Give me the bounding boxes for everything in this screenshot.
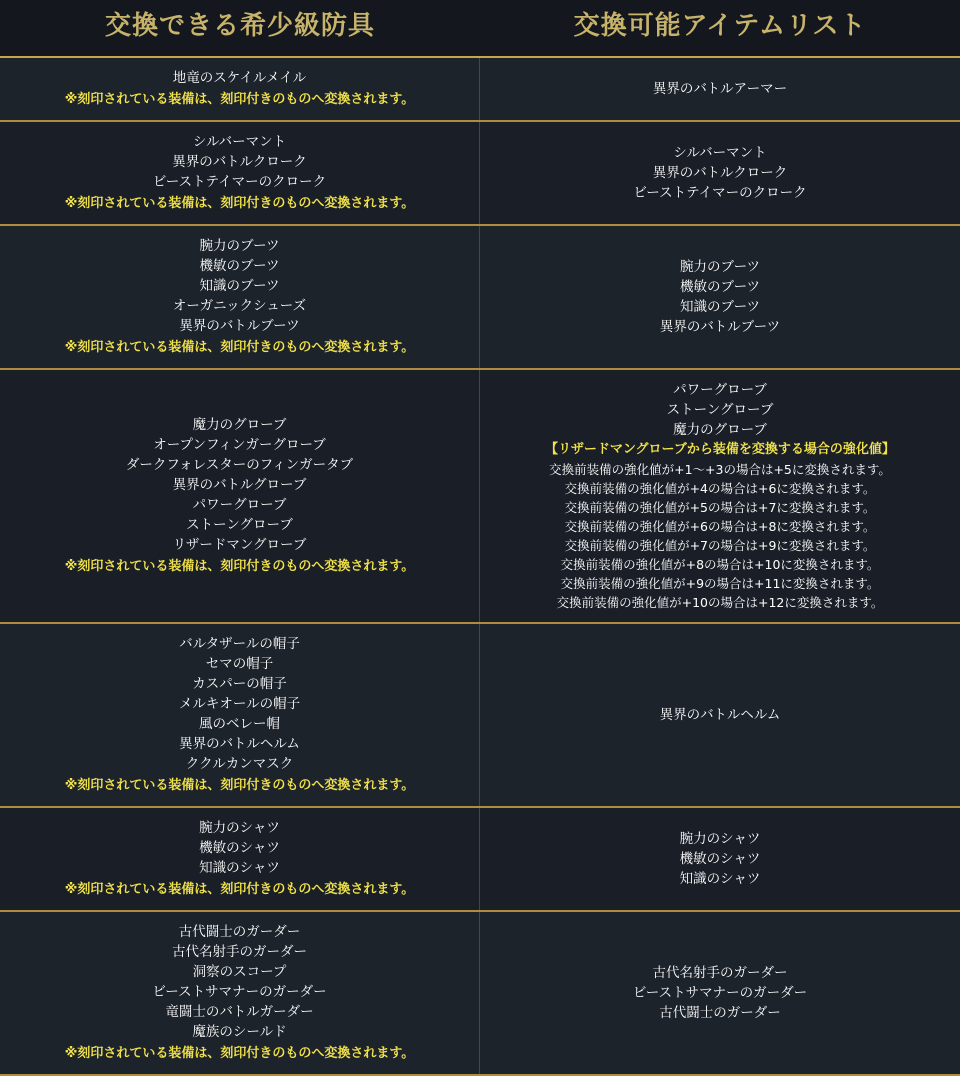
item-name: オーガニックシューズ xyxy=(172,297,307,314)
item-name: 魔力のグローブ xyxy=(192,416,287,433)
item-name: 腕力のシャツ xyxy=(199,819,280,836)
table-row xyxy=(0,58,960,122)
item-name: ビーストテイマーのクローク xyxy=(633,184,807,201)
item-name: 異界のバトルクローク xyxy=(172,153,307,170)
item-name: 交換前装備の強化値が+7の場合は+9に変換されます。 xyxy=(564,537,876,553)
item-name: 竜闘士のバトルガーダー xyxy=(165,1003,314,1020)
item-name: 交換前装備の強化値が+10の場合は+12に変換されます。 xyxy=(556,594,884,610)
item-name: 交換前装備の強化値が+6の場合は+8に変換されます。 xyxy=(564,518,876,534)
item-name: 知識のシャツ xyxy=(199,859,280,876)
item-name: ビーストテイマーのクローク xyxy=(152,173,327,190)
item-name: カスパーの帽子 xyxy=(192,675,287,692)
item-name: 異界のバトルブーツ xyxy=(659,318,781,335)
source-equipment-cell xyxy=(0,808,480,910)
source-equipment-cell xyxy=(0,226,480,368)
item-name: 異界のバトルクローク xyxy=(652,164,788,181)
item-name: 知識のブーツ xyxy=(679,298,761,315)
exchangeable-item-cell xyxy=(480,370,960,622)
item-name: 風のベレー帽 xyxy=(199,715,280,732)
item-name: オープンフィンガーグローブ xyxy=(153,436,326,453)
engraving-note: ※刻印されている装備は、刻印付きのものへ変換されます。 xyxy=(64,339,415,355)
table-row xyxy=(0,912,960,1076)
item-name: ククルカンマスク xyxy=(185,755,294,772)
item-name: 異界のバトルアーマー xyxy=(652,80,788,97)
engraving-note: ※刻印されている装備は、刻印付きのものへ変換されます。 xyxy=(64,558,415,574)
item-name: 古代闘士のガーダー xyxy=(659,1004,781,1021)
item-name: 機敏のブーツ xyxy=(679,278,761,295)
item-name: ダークフォレスターのフィンガータブ xyxy=(125,456,354,473)
engraving-note: ※刻印されている装備は、刻印付きのものへ変換されます。 xyxy=(64,777,415,793)
item-name: パワーグローブ xyxy=(192,496,287,513)
item-name: シルバーマント xyxy=(673,144,767,161)
item-name: ストーングローブ xyxy=(186,516,293,533)
item-name: 交換前装備の強化値が+1〜+3の場合は+5に変換されます。 xyxy=(549,461,891,477)
source-equipment-cell xyxy=(0,122,480,224)
source-equipment-cell xyxy=(0,370,480,622)
item-name: 古代闘士のガーダー xyxy=(178,923,301,940)
engraving-note: ※刻印されている装備は、刻印付きのものへ変換されます。 xyxy=(64,91,415,107)
item-name: メルキオールの帽子 xyxy=(178,695,301,712)
item-name: 交換前装備の強化値が+9の場合は+11に変換されます。 xyxy=(560,575,880,591)
item-name: 腕力のブーツ xyxy=(199,237,280,254)
item-name: パワーグローブ xyxy=(673,381,767,398)
item-name: 腕力のシャツ xyxy=(679,830,761,847)
item-name: ビーストサマナーのガーダー xyxy=(632,984,808,1001)
item-name: 腕力のブーツ xyxy=(679,258,761,275)
table-row xyxy=(0,226,960,370)
item-name: 交換前装備の強化値が+8の場合は+10に変換されます。 xyxy=(560,556,880,572)
item-name: セマの帽子 xyxy=(205,655,274,672)
item-name: 知識のブーツ xyxy=(199,277,280,294)
right-column-title: 交換可能アイテムリスト xyxy=(573,11,867,41)
enhancement-subheading: 【リザードマングローブから装備を変換する場合の強化値】 xyxy=(545,441,895,457)
source-equipment-cell xyxy=(0,912,480,1074)
item-name: ビーストサマナーのガーダー xyxy=(152,983,327,1000)
item-name: 古代名射手のガーダー xyxy=(652,964,788,981)
item-name: 異界のバトルブーツ xyxy=(179,317,300,334)
exchangeable-item-cell xyxy=(480,624,960,806)
table-row xyxy=(0,624,960,808)
item-name: 古代名射手のガーダー xyxy=(172,943,307,960)
item-name: 魔力のグローブ xyxy=(673,421,767,438)
exchangeable-item-cell xyxy=(480,58,960,120)
header-cell-left xyxy=(0,0,480,56)
exchangeable-item-cell xyxy=(480,912,960,1074)
item-name: 知識のシャツ xyxy=(679,870,761,887)
item-name: バルタザールの帽子 xyxy=(179,635,300,652)
item-name: 異界のバトルヘルム xyxy=(179,735,300,752)
item-name: 地竜のスケイルメイル xyxy=(172,69,307,86)
engraving-note: ※刻印されている装備は、刻印付きのものへ変換されます。 xyxy=(64,881,415,897)
header-cell-right xyxy=(480,0,960,56)
item-name: 機敏のシャツ xyxy=(679,850,761,867)
item-name: 交換前装備の強化値が+4の場合は+6に変換されます。 xyxy=(564,480,876,496)
item-name: シルバーマント xyxy=(192,133,287,150)
item-name: リザードマングローブ xyxy=(172,536,307,553)
table-row xyxy=(0,122,960,226)
item-name: 洞察のスコープ xyxy=(192,963,287,980)
item-name: 異界のバトルグローブ xyxy=(172,476,307,493)
exchangeable-item-cell xyxy=(480,808,960,910)
source-equipment-cell xyxy=(0,624,480,806)
item-name: 交換前装備の強化値が+5の場合は+7に変換されます。 xyxy=(564,499,876,515)
engraving-note: ※刻印されている装備は、刻印付きのものへ変換されます。 xyxy=(64,195,415,211)
engraving-note: ※刻印されている装備は、刻印付きのものへ変換されます。 xyxy=(64,1045,415,1061)
item-name: 異界のバトルヘルム xyxy=(659,706,781,723)
exchangeable-item-cell xyxy=(480,226,960,368)
item-name: 魔族のシールド xyxy=(192,1023,287,1040)
item-name: 機敏のブーツ xyxy=(199,257,280,274)
exchangeable-item-cell xyxy=(480,122,960,224)
table-row xyxy=(0,370,960,624)
left-column-title: 交換できる希少級防具 xyxy=(104,11,375,41)
table-body xyxy=(0,58,960,1076)
table-row xyxy=(0,808,960,912)
item-name: ストーングローブ xyxy=(666,401,774,418)
table-header xyxy=(0,0,960,58)
source-equipment-cell xyxy=(0,58,480,120)
item-name: 機敏のシャツ xyxy=(199,839,280,856)
